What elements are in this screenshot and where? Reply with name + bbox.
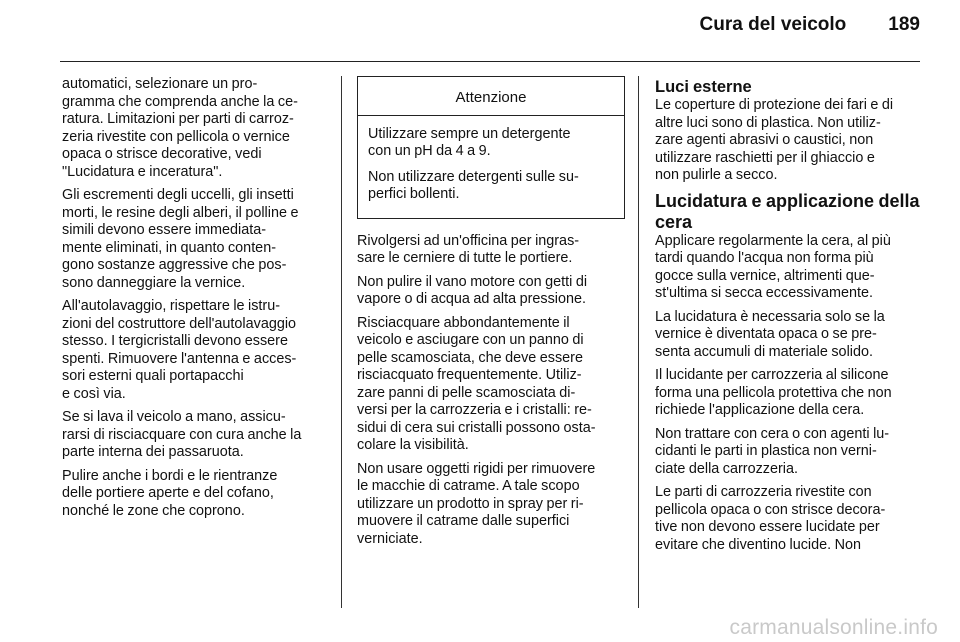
paragraph: La lucidatura è necessaria solo se la vernice è diventata opaca o se pre- senta accumuli di materiale solido. <box>655 308 885 360</box>
warning-body <box>358 116 624 218</box>
section-heading-polishing: Lucidatura e applicazione della cera <box>655 190 920 232</box>
column-2 <box>357 76 625 554</box>
page-header <box>700 14 920 36</box>
paragraph: Gli escrementi degli uccelli, gli insetti morti, le resine degli alberi, il polline e simili devono essere immediata- mente eliminati, in quanto conten- gono sostanze aggressive che pos- sono danneggiare la vernice. <box>62 187 299 291</box>
paragraph: Rivolgersi ad un'officina per ingras- sare le cerniere di tutte le portiere. <box>357 232 580 266</box>
paragraph: Pulire anche i bordi e le rientranze delle portiere aperte e del cofano, nonché le zone che coprono. <box>62 467 278 519</box>
paragraph: Il lucidante per carrozzeria al silicone forma una pellicola protettiva che non richiede l'applicazione della cera. <box>655 367 892 418</box>
warning-title: Attenzione <box>358 77 624 116</box>
paragraph: Risciacquare abbondantemente il veicolo e asciugare con un panno di pelle scamosciata, che deve essere risciacquato frequentemente. Utiliz- zare panni di pelle scamosciata di- versi per la carrozzeria e i cristalli: re- sidui di cera sui cristalli possono osta- colare la visibilità. <box>357 314 596 453</box>
paragraph: Non usare oggetti rigidi per rimuovere le macchie di catrame. A tale scopo utilizzare un prodotto in spray per ri- muovere il catrame dalle superfici verniciate. <box>357 460 596 547</box>
column-divider-1 <box>341 76 342 608</box>
page-number: 189 <box>888 14 920 35</box>
warning-line: Utilizzare sempre un detergente con un pH da 4 a 9. <box>368 125 571 159</box>
paragraph: Se si lava il veicolo a mano, assicu- rarsi di risciacquare con cura anche la parte interna dei passaruota. <box>62 409 302 460</box>
paragraph: All'autolavaggio, rispettare le istru- zioni del costruttore dell'autolavaggio stesso. I tergicristalli devono essere spenti. Rimuovere l'antenna e acces- sori esterni quali portapacchi e così via. <box>62 298 297 402</box>
paragraph: automatici, selezionare un pro- gramma che comprenda anche la ce- ratura. Limitazioni per parti di carroz- zeria rivestite con pellicola o vernice opaca o strisce decorative, vedi "Lucidatura e inceratura". <box>62 76 298 180</box>
paragraph: Non pulire il vano motore con getti di vapore o di acqua ad alta pressione. <box>357 273 588 307</box>
header-rule <box>60 61 920 62</box>
paragraph: Applicare regolarmente la cera, al più tardi quando l'acqua non forma più gocce sulla vernice, altrimenti que- st'ultima si secca eccessivamente. <box>655 232 891 301</box>
chapter-title: Cura del veicolo <box>699 14 847 35</box>
paragraph: Le coperture di protezione dei fari e di altre luci sono di plastica. Non utiliz- zare agenti abrasivi o caustici, non utilizzare raschietti per il ghiaccio e non pulirle a secco. <box>655 97 894 183</box>
paragraph: Le parti di carrozzeria rivestite con pellicola opaca o con strisce decora- tive non devono essere lucidate per evitare che diventino lucide. Non <box>655 484 886 553</box>
warning-box <box>357 76 625 219</box>
column-divider-2 <box>638 76 639 608</box>
column-1 <box>62 76 328 526</box>
column-3 <box>655 76 926 560</box>
watermark: carmanualsonline.info <box>729 616 938 639</box>
paragraph: Non trattare con cera o con agenti lu- cidanti le parti in plastica non verni- ciate della carrozzeria. <box>655 425 890 477</box>
warning-line: Non utilizzare detergenti sulle su- perfici bollenti. <box>368 168 579 202</box>
section-heading-exterior-lights: Luci esterne <box>655 78 752 96</box>
